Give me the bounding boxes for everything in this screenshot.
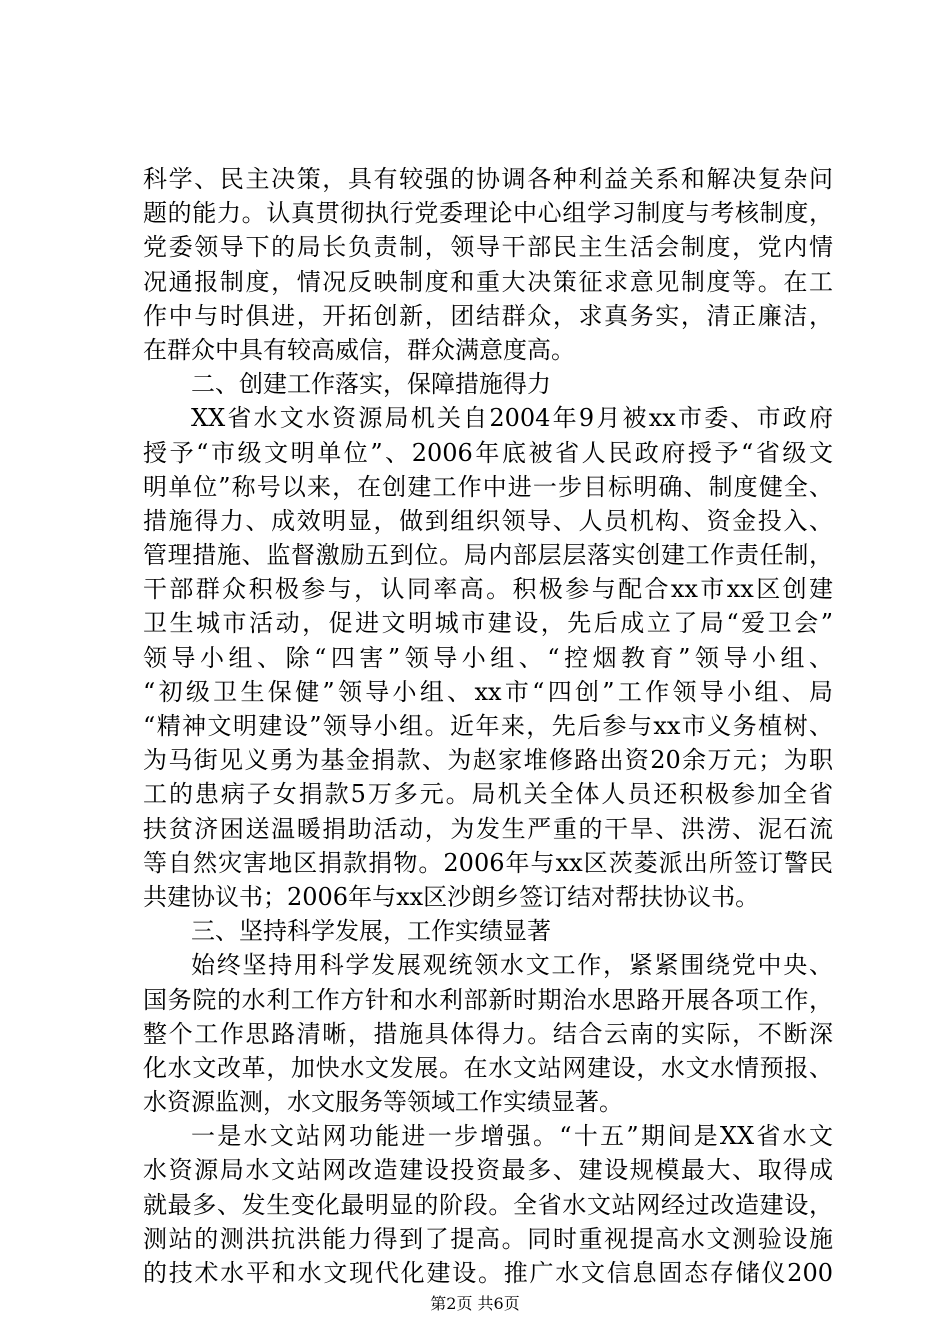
text-line: 为马街见义勇为基金捐款、为赵家堆修路出资20余万元；为职 [143, 746, 833, 775]
text-line: 授予“市级文明单位”、2006年底被省人民政府授予“省级文 [143, 438, 833, 467]
text-line: 况通报制度，情况反映制度和重大决策征求意见制度等。在工 [143, 267, 833, 296]
text-line: 化水文改革，加快水文发展。在水文站网建设，水文水情预报、 [143, 1053, 833, 1082]
text-line: 领导小组、除“四害”领导小组、“控烟教育”领导小组、 [143, 643, 833, 672]
text-line: 措施得力、成效明显，做到组织领导、人员机构、资金投入、 [143, 506, 833, 535]
text-line: 水资源监测，水文服务等领域工作实绩显著。 [143, 1088, 623, 1117]
text-line: 的技术水平和水文现代化建设。推广水文信息固态存储仪200 [143, 1259, 833, 1287]
text-line: 共建协议书；2006年与xx区沙朗乡签订结对帮扶协议书。 [143, 882, 760, 911]
text-line: 作中与时俱进，开拓创新，团结群众，求真务实，清正廉洁， [143, 301, 833, 330]
text-line: 始终坚持用科学发展观统领水文工作，紧紧围绕党中央、 [191, 951, 833, 980]
text-line: 就最多、发生变化最明显的阶段。全省水文站网经过改造建设， [143, 1190, 833, 1219]
text-line: 二、创建工作落实，保障措施得力 [191, 370, 551, 399]
text-line: 一是水文站网功能进一步增强。“十五”期间是XX省水文 [191, 1122, 833, 1151]
text-line: “精神文明建设”领导小组。近年来，先后参与xx市义务植树、 [143, 712, 833, 740]
text-line: “初级卫生保健”领导小组、xx市“四创”工作领导小组、局 [143, 677, 833, 706]
text-line: XX省水文水资源局机关自2004年9月被xx市委、市政府 [191, 404, 833, 433]
text-line: 扶贫济困送温暖捐助活动，为发生严重的干旱、洪涝、泥石流 [143, 814, 833, 843]
text-line: 水资源局水文站网改造建设投资最多、建设规模最大、取得成 [143, 1156, 833, 1185]
text-line: 明单位”称号以来，在创建工作中进一步目标明确、制度健全、 [143, 472, 833, 501]
text-line: 干部群众积极参与，认同率高。积极参与配合xx市xx区创建 [143, 575, 833, 604]
page-footer: 第2页 共6页 [430, 1294, 520, 1313]
text-line: 党委领导下的局长负责制，领导干部民主生活会制度，党内情 [143, 233, 833, 262]
text-line: 整个工作思路清晰，措施具体得力。结合云南的实际，不断深 [143, 1019, 833, 1048]
text-line: 管理措施、监督激励五到位。局内部层层落实创建工作责任制， [143, 541, 833, 570]
text-line: 题的能力。认真贯彻执行党委理论中心组学习制度与考核制度， [143, 199, 833, 228]
text-line: 在群众中具有较高威信，群众满意度高。 [143, 335, 575, 364]
text-line: 工的患病子女捐款5万多元。局机关全体人员还积极参加全省 [143, 780, 833, 809]
document-body [143, 162, 833, 1290]
text-line: 科学、民主决策，具有较强的协调各种利益关系和解决复杂问 [143, 165, 833, 193]
text-line: 测站的测洪抗洪能力得到了提高。同时重视提高水文测验设施 [143, 1224, 833, 1253]
text-line: 国务院的水利工作方针和水利部新时期治水思路开展各项工作， [143, 985, 833, 1014]
text-line: 等自然灾害地区捐款捐物。2006年与xx区茨菱派出所签订警民 [143, 848, 833, 877]
text-line: 三、坚持科学发展，工作实绩显著 [191, 917, 551, 946]
text-line: 卫生城市活动，促进文明城市建设，先后成立了局“爱卫会” [143, 609, 833, 638]
